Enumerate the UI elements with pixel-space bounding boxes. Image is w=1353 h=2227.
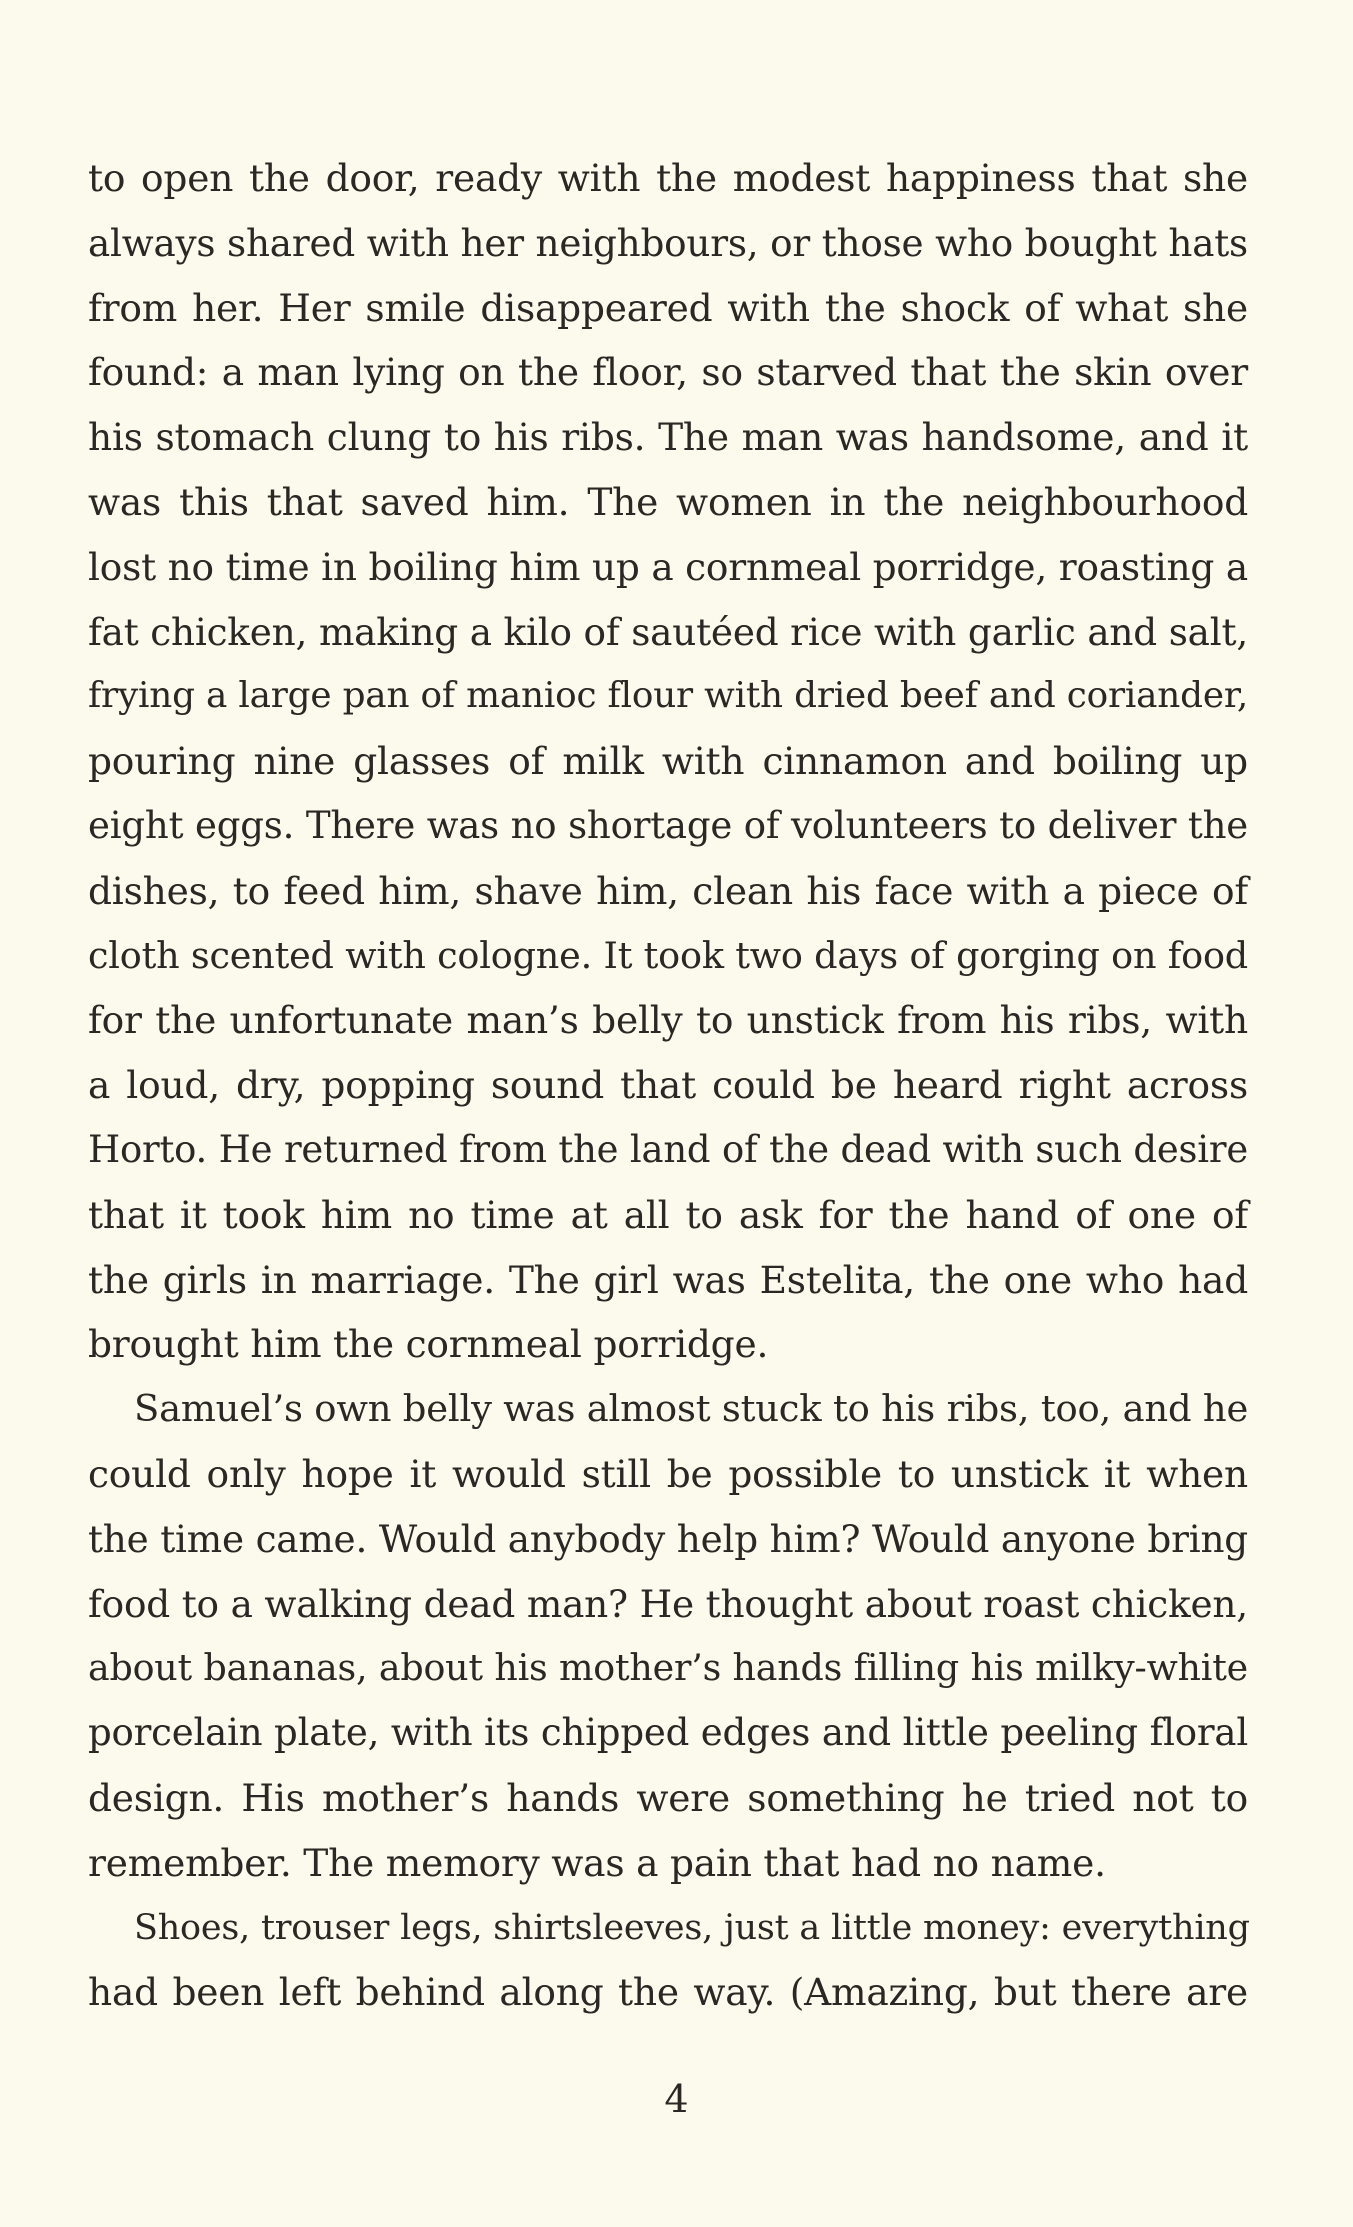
text-line: could only hope it would still be possible to unstick it when	[88, 1451, 1248, 1496]
text-line: that it took him no time at all to ask for the hand of one of	[88, 1192, 1248, 1237]
paragraph	[88, 146, 1248, 1377]
text-line: about bananas, about his mother’s hands filling his milky-white	[88, 1646, 1248, 1690]
text-line: to open the door, ready with the modest happiness that she	[88, 156, 1248, 200]
text-line: eight eggs. There was no shortage of volunteers to deliver the	[88, 803, 1248, 847]
text-line: from her. Her smile disappeared with the shock of what she	[88, 285, 1248, 330]
text-line: remember. The memory was a pain that had no name.	[88, 1840, 1106, 1885]
text-line: was this that saved him. The women in the neighbourhood	[88, 479, 1248, 524]
text-line: for the unfortunate man’s belly to unstick from his ribs, with	[88, 998, 1248, 1043]
text-line: his stomach clung to his ribs. The man was handsome, and it	[88, 415, 1248, 460]
text-line: had been left behind along the way. (Amazing, but there are	[88, 1970, 1248, 2015]
text-line: brought him the cornmeal porridge.	[88, 1322, 769, 1367]
text-line: Shoes, trouser legs, shirtsleeves, just a little money: everything	[134, 1907, 1250, 1948]
body-text	[88, 146, 1248, 2025]
text-line: the time came. Would anybody help him? Would anyone bring	[88, 1516, 1248, 1561]
text-line: the girls in marriage. The girl was Estelita, the one who had	[88, 1257, 1248, 1302]
text-line: dishes, to feed him, shave him, clean his face with a piece of	[88, 868, 1248, 913]
text-line: food to a walking dead man? He thought about roast chicken,	[88, 1581, 1248, 1626]
text-line: always shared with her neighbours, or those who bought hats	[88, 220, 1248, 265]
page-number: 4	[664, 2077, 689, 2121]
text-line: frying a large pan of manioc flour with dried beef and coriander,	[88, 675, 1248, 717]
paragraph	[88, 1377, 1248, 1895]
text-line: cloth scented with cologne. It took two days of gorging on food	[88, 933, 1248, 977]
text-line: pouring nine glasses of milk with cinnamon and boiling up	[88, 739, 1248, 784]
text-line: a loud, dry, popping sound that could be heard right across	[88, 1063, 1248, 1108]
text-line: found: a man lying on the floor, so starved that the skin over	[88, 350, 1248, 395]
text-line: Horto. He returned from the land of the dead with such desire	[88, 1127, 1248, 1171]
text-line: lost no time in boiling him up a cornmeal porridge, roasting a	[88, 544, 1248, 589]
text-line: porcelain plate, with its chipped edges and little peeling floral	[88, 1711, 1248, 1755]
text-line: Samuel’s own belly was almost stuck to his ribs, too, and he	[134, 1387, 1249, 1431]
text-line: fat chicken, making a kilo of sautéed rice with garlic and salt,	[88, 609, 1248, 654]
paragraph	[88, 1896, 1248, 2026]
text-line: design. His mother’s hands were something he tried not to	[88, 1775, 1248, 1820]
